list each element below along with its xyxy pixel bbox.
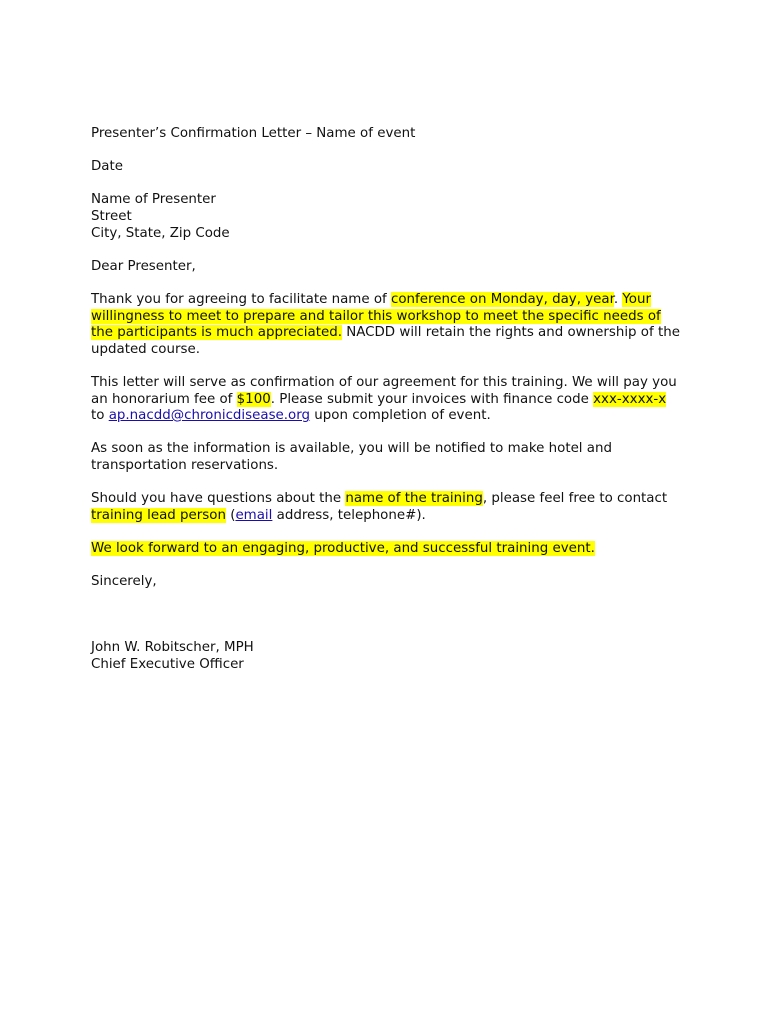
signer-title: Chief Executive Officer: [91, 656, 244, 672]
signature-block: [91, 640, 683, 673]
paragraph-confirmation-text-a: This letter will serve as confirmation of our agreement for this training. We will pay you an honorarium fee of: [91, 374, 677, 407]
paragraph-questions-text-d: address, telephone#).: [272, 507, 426, 523]
letter-title: Presenter’s Confirmation Letter – Name of event: [91, 126, 416, 141]
salutation: Dear Presenter,: [91, 258, 196, 274]
highlight-finance-code: xxx-xxxx-x: [593, 391, 667, 407]
paragraph-closing-remark: [91, 541, 683, 558]
paragraph-questions: [91, 491, 683, 524]
paragraph-confirmation: [91, 375, 683, 425]
highlight-willingness: Your willingness to meet to prepare and tailor this workshop to meet the specific needs of the participants is much appreciated.: [91, 291, 661, 341]
paragraph-confirmation-text-b: . Please submit your invoices with finance code: [270, 391, 594, 407]
signature-space: [91, 607, 683, 640]
paragraph-thanks-text-b: .: [613, 291, 623, 307]
closing: Sincerely,: [91, 574, 157, 590]
paragraph-questions-text-a: Should you have questions about the: [91, 491, 346, 507]
presenter-street: Street: [91, 208, 132, 224]
paragraph-thanks-text-a: Thank you for agreeing to facilitate name of: [91, 291, 391, 307]
highlight-training-name: name of the training: [345, 491, 483, 507]
presenter-address: [91, 192, 683, 242]
signer-name: John W. Robitscher, MPH: [91, 640, 254, 656]
letter-body: [91, 126, 683, 690]
highlight-conference: conference on Monday, day, year: [391, 291, 614, 307]
paragraph-questions-text-c: (: [225, 507, 236, 523]
paragraph-confirmation-text-c: to: [91, 408, 109, 424]
invoice-email-link[interactable]: ap.nacdd@chronicdisease.org: [108, 408, 311, 424]
paragraph-questions-text-b: , please feel free to contact: [482, 491, 668, 507]
paragraph-reservations: As soon as the information is available, you will be notified to make hotel and transportation reservations.: [91, 441, 612, 473]
presenter-city: City, State, Zip Code: [91, 225, 230, 241]
highlight-lead-person: training lead person: [91, 507, 226, 523]
email-link[interactable]: email: [235, 507, 273, 523]
paragraph-thanks-text-c: NACDD will retain the rights and ownership of the updated course.: [91, 325, 680, 357]
paragraph-confirmation-text-d: upon completion of event.: [310, 408, 491, 424]
letter-date: Date: [91, 159, 124, 175]
highlight-fee: $100: [236, 391, 271, 407]
highlight-look-forward: We look forward to an engaging, productive, and successful training event.: [91, 540, 595, 556]
presenter-name: Name of Presenter: [91, 192, 216, 208]
paragraph-thanks: [91, 292, 683, 358]
